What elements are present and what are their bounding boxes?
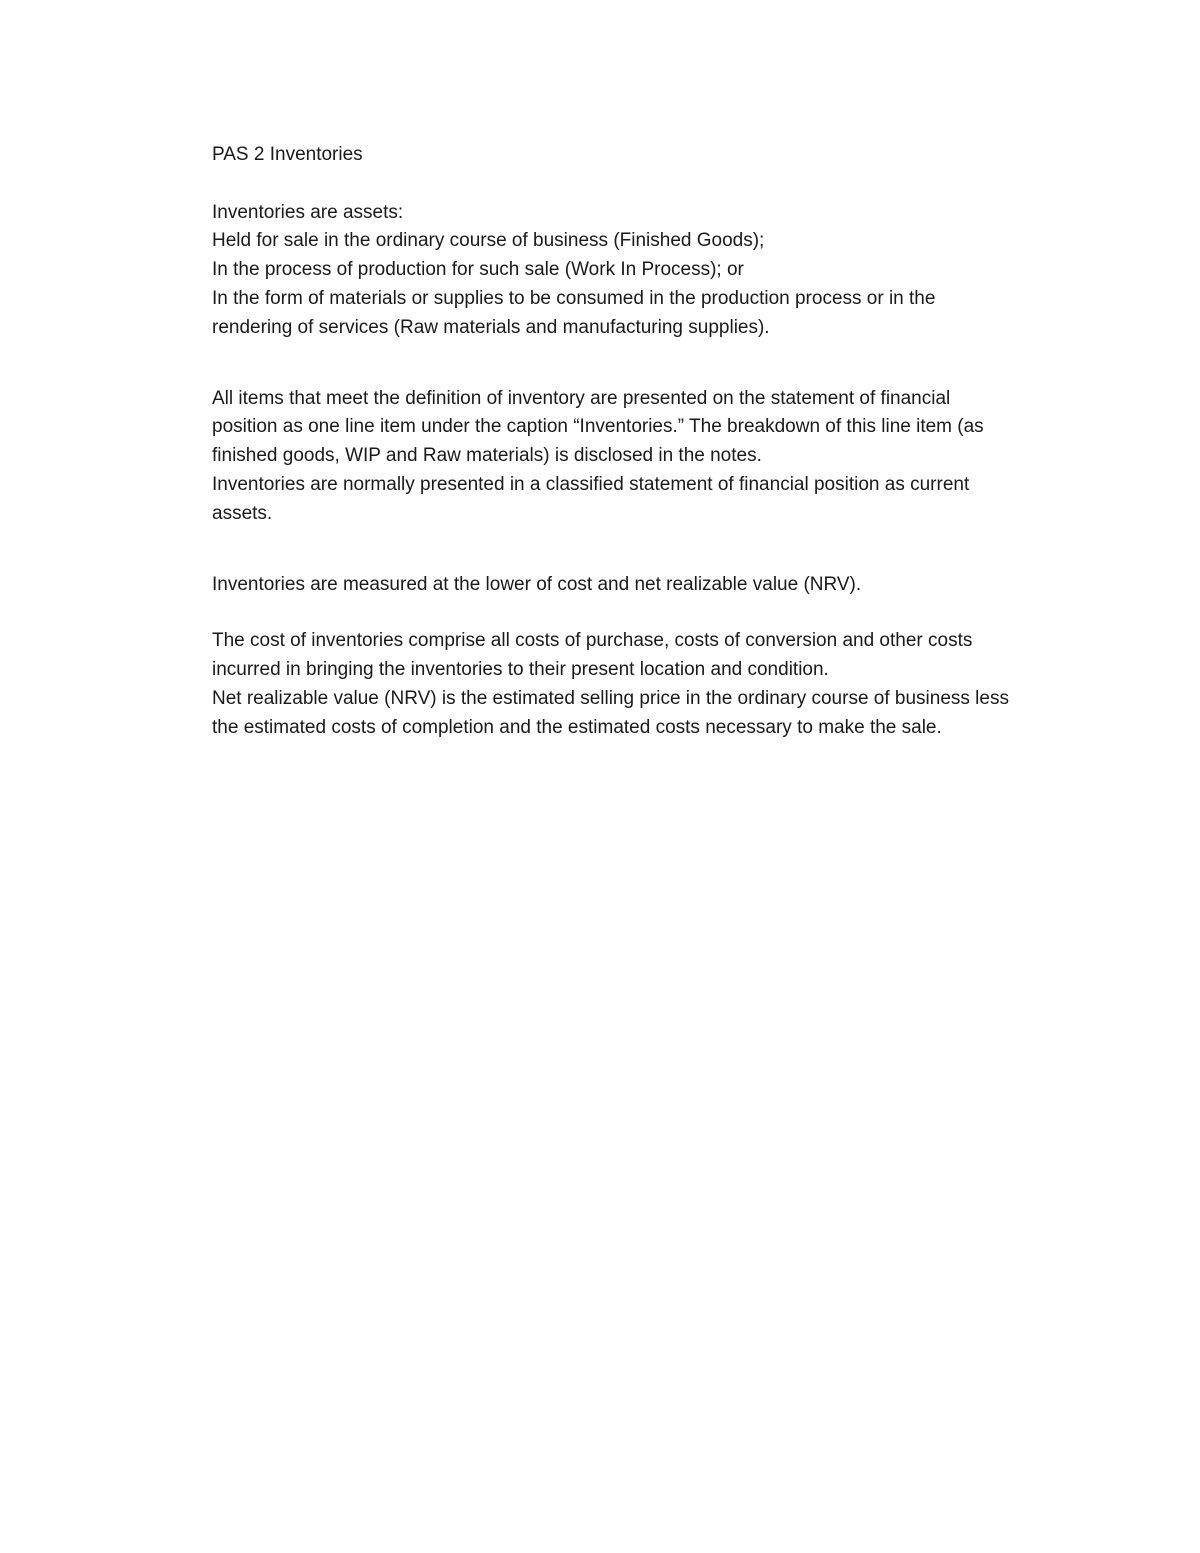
cost-nrv-line: incurred in bringing the inventories to their present location and condition.	[212, 659, 829, 681]
definition-line: rendering of services (Raw materials and manufacturing supplies).	[212, 316, 770, 338]
document-title: PAS 2 Inventories	[212, 144, 363, 165]
presentation-line: position as one line item under the caption “Inventories.” The breakdown of this line item (as	[212, 416, 984, 438]
cost-nrv-line: The cost of inventories comprise all costs of purchase, costs of conversion and other costs	[212, 630, 973, 652]
paragraph-spacer	[212, 529, 1042, 571]
definition-line: Held for sale in the ordinary course of business (Finished Goods);	[212, 230, 765, 252]
measurement-line: Inventories are measured at the lower of cost and net realizable value (NRV).	[212, 573, 862, 595]
definition-line: In the process of production for such sale (Work In Process); or	[212, 259, 744, 281]
definition-line: Inventories are assets:	[212, 201, 404, 223]
presentation-section	[212, 385, 1042, 529]
paragraph-spacer	[212, 343, 1042, 385]
definition-line: In the form of materials or supplies to be consumed in the production process or in the	[212, 287, 936, 309]
cost-nrv-section	[212, 627, 1042, 742]
measurement-section	[212, 571, 1042, 600]
definition-section	[212, 199, 1042, 343]
presentation-line: Inventories are normally presented in a classified statement of financial position as current	[212, 473, 970, 495]
cost-nrv-line: Net realizable value (NRV) is the estimated selling price in the ordinary course of business less	[212, 687, 1009, 709]
paragraph-spacer	[212, 599, 1042, 627]
presentation-line: All items that meet the definition of inventory are presented on the statement of financial	[212, 387, 951, 409]
document-body	[212, 141, 1042, 743]
presentation-line: finished goods, WIP and Raw materials) is disclosed in the notes.	[212, 445, 762, 467]
cost-nrv-line: the estimated costs of completion and the estimated costs necessary to make the sale.	[212, 716, 942, 738]
presentation-line: assets.	[212, 502, 273, 524]
